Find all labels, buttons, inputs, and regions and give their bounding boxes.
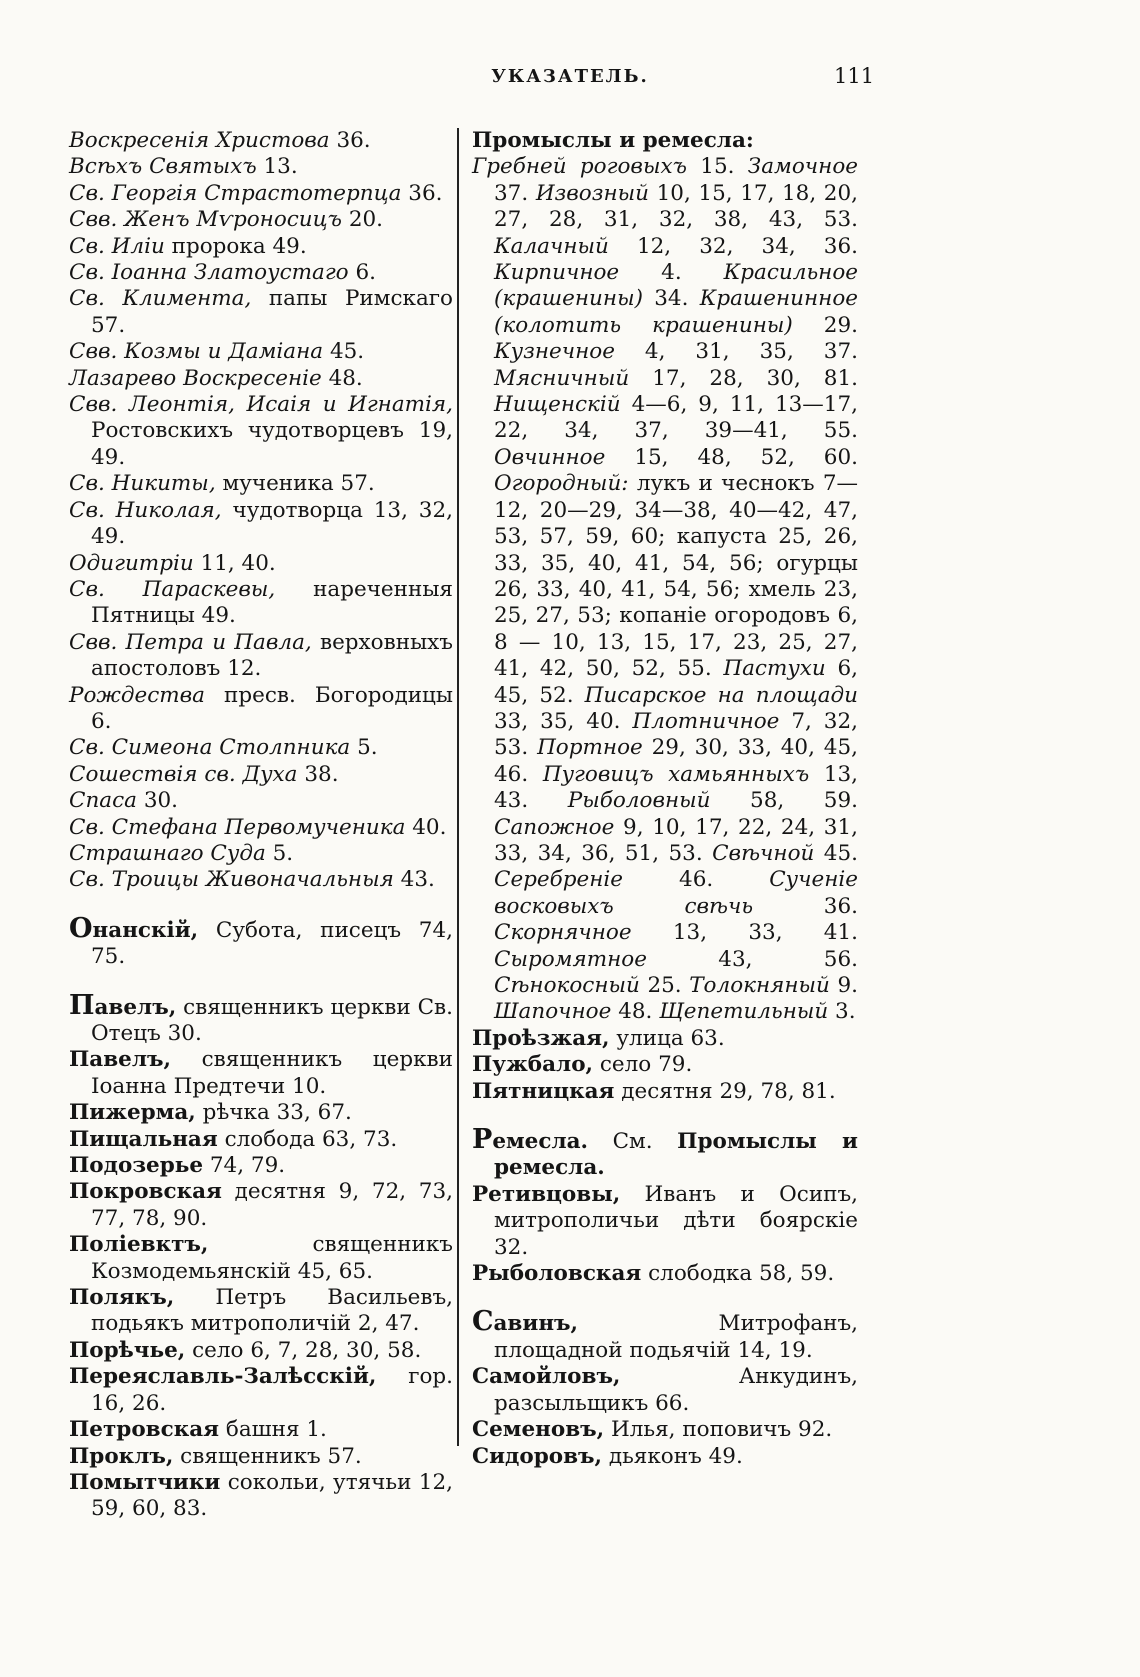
entry-text: улица 63. — [609, 1025, 725, 1051]
index-entry — [69, 683, 453, 736]
entry-italic: Св. Іоанна Златоустаго — [69, 260, 349, 286]
index-entry — [69, 154, 453, 180]
entry-text: нареченныя Пятницы 49. — [91, 576, 453, 629]
entry-text: 5. — [265, 840, 294, 866]
entry-text: папы Римскаго 57. — [91, 286, 453, 338]
index-entry — [69, 286, 453, 339]
index-entry — [69, 234, 453, 260]
entry-headword: Сидоровъ, — [472, 1443, 603, 1469]
entry-text: 6. — [348, 260, 376, 286]
entry-text: пророка 49. — [164, 233, 307, 259]
entry-italic: Свв. Петра и Павла, — [69, 629, 312, 655]
entry-text: 10, 15, 17, 18, 20, 27, 28, 31, 32, 38, 43, 53. — [494, 180, 858, 233]
index-entry — [69, 128, 453, 154]
entry-headword: Промыслы и ремесла. — [494, 1129, 858, 1181]
entry-italic: Спаса — [69, 788, 137, 814]
entry-text: 43. — [393, 867, 435, 893]
entry-italic: Сѣнокосный — [494, 973, 640, 998]
entry-text: 36. — [329, 128, 371, 153]
entry-italic: Рыболовный — [567, 788, 711, 814]
entry-text: 38. — [297, 761, 339, 787]
entry-text: пресв. Богородицы 6. — [91, 682, 453, 734]
index-entry — [69, 630, 453, 683]
entry-headword: Подозерье — [69, 1153, 204, 1179]
entry-text: Иванъ и Осипъ, митрополичьи дѣти боярскіе 32. — [494, 1181, 858, 1260]
entry-text: 12, 32, 34, 36. — [608, 233, 858, 259]
entry-italic: Св. Георгія Страстотерпца — [69, 180, 402, 206]
entry-italic: Крашенинное (колотить крашенины) — [494, 286, 858, 338]
entry-italic: Гребней роговыхъ — [472, 154, 687, 180]
entry-text: Митрофанъ, площадной подьячій 14, 19. — [494, 1311, 858, 1363]
entry-italic: Свв. Женъ Мѵроносицъ — [69, 207, 342, 233]
entry-headword: Пужбало, — [472, 1052, 594, 1078]
entry-italic: Шапочное — [494, 999, 612, 1025]
index-entry — [472, 1261, 858, 1287]
entry-text: 4—6, 9, 11, 13—17, 22, 34, 37, 39—41, 55. — [494, 392, 858, 444]
section-initial: О — [69, 912, 93, 944]
index-entry — [472, 128, 858, 154]
index-entry — [69, 735, 453, 761]
entry-text: слободка 58, 59. — [641, 1261, 835, 1287]
entry-text: Илья, поповичъ 92. — [604, 1417, 833, 1443]
entry-text: священникъ церкви Св. Отецъ 30. — [91, 994, 453, 1046]
entry-text: десятня 29, 78, 81. — [614, 1078, 836, 1104]
entry-text: 46. — [623, 867, 770, 893]
entry-text: лукъ и чеснокъ 7—12, 20—29, 34—38, 40—42, 47, 53, 57, 59, 60; капуста 25, 26, 33, 35, 40, 41, 54, 56; огурцы 26, 33, 40, 41, 54, 56; хмель 23, 25, 27, 53; копаніе огородовъ 6, 8 — 10, 13, 15, 17, 23, 25, 27, 41, 42, 50, 52, 55. — [494, 471, 858, 682]
entry-text: 48. — [321, 365, 363, 391]
entry-italic: Нищенскій — [494, 392, 621, 418]
entry-headword: Помытчики — [69, 1469, 221, 1495]
entry-text: Анкудинъ, разсыльщикъ 66. — [494, 1364, 858, 1416]
index-entry — [69, 498, 453, 551]
entry-italic: Огородный: — [494, 471, 629, 497]
index-entry — [69, 989, 453, 1048]
index-entry — [69, 577, 453, 630]
index-entry — [69, 1100, 453, 1126]
entry-text: дьяконъ 49. — [602, 1443, 743, 1469]
entry-italic: Св. Иліи — [69, 233, 165, 259]
entry-italic: Лазарево Воскресеніе — [69, 365, 322, 391]
index-entry — [69, 471, 453, 497]
entry-italic: Замочное — [747, 154, 858, 180]
index-entry — [69, 1153, 453, 1179]
entry-text: 36. — [401, 180, 443, 206]
entry-headword: Промыслы и ремесла: — [472, 128, 754, 153]
entry-headword: Переяславль-Залѣсскій, — [69, 1364, 377, 1390]
entry-italic: Св. Стефана Первомученика — [69, 814, 406, 840]
entry-italic: Свв. Леонтія, Исаія и Игнатія, — [69, 392, 453, 418]
entry-italic: Св. Симеона Столпника — [69, 735, 351, 761]
entry-text: 36. — [753, 893, 859, 919]
entry-text: 3. — [828, 999, 856, 1025]
entry-text: 7, 32, 53. — [494, 708, 858, 761]
entry-headword: Поліевктъ, — [69, 1232, 209, 1258]
entry-italic: Рождества — [69, 682, 205, 708]
entry-italic: Калачный — [494, 233, 609, 259]
index-entry — [472, 1444, 858, 1470]
index-entry — [472, 1124, 858, 1182]
entry-italic: Толокняный — [689, 973, 830, 998]
entry-italic: Овчинное — [494, 444, 606, 470]
entry-italic: Сошествія св. Духа — [69, 761, 298, 787]
entry-text: 29. — [792, 312, 859, 338]
section-gap — [69, 894, 453, 916]
index-entry — [69, 867, 453, 893]
entry-headword: авинъ, — [493, 1311, 579, 1337]
entry-text: сокольи, утячьи 12, 59, 60, 83. — [91, 1469, 453, 1522]
entry-italic: Мясничный — [494, 365, 630, 391]
entry-text: 34. — [642, 286, 700, 312]
entry-text: гор. 16, 26. — [91, 1364, 453, 1416]
entry-text: башня 1. — [219, 1417, 327, 1443]
index-entry — [69, 392, 453, 471]
index-entry — [472, 1182, 858, 1261]
entry-text: село 79. — [593, 1052, 693, 1078]
entry-headword: Пижерма, — [69, 1100, 196, 1126]
entry-text: верховныхъ апостоловъ 12. — [91, 629, 453, 682]
entry-headword: Павелъ, — [69, 1047, 171, 1073]
entry-text: 9. — [829, 973, 858, 998]
entry-text: священникъ Козмодемьянскій 45, 65. — [91, 1232, 453, 1284]
entry-italic: Страшнаго Суда — [69, 840, 266, 866]
entry-italic: Св. Климента, — [69, 286, 252, 312]
entry-text: 45. — [814, 840, 858, 866]
entry-italic: Одигитріи — [69, 550, 194, 576]
entry-text: 13. — [256, 154, 298, 180]
index-entry — [69, 788, 453, 814]
entry-text: 20. — [341, 207, 384, 233]
index-entry — [69, 1444, 453, 1470]
entry-headword: Пятницкая — [472, 1078, 615, 1104]
entry-text: 48. — [611, 999, 660, 1025]
entry-italic: Св. Троицы Живоначальныя — [69, 867, 394, 893]
entry-italic: Свѣчной — [712, 840, 815, 866]
index-column-left — [69, 128, 453, 1523]
entry-headword: Полякъ, — [69, 1285, 175, 1311]
entry-text: 11, 40. — [193, 550, 276, 576]
entry-headword: Ретивцовы, — [472, 1181, 621, 1207]
entry-text: 37. — [494, 180, 536, 206]
entry-text: село 6, 7, 28, 30, 58. — [185, 1337, 422, 1363]
index-entry — [472, 1306, 858, 1364]
entry-text: 4, 31, 35, 37. — [614, 339, 858, 365]
entry-italic: Кузнечное — [494, 339, 615, 365]
section-gap — [69, 971, 453, 993]
entry-italic: Св. Никиты, — [69, 471, 216, 497]
entry-italic: Скорнячное — [494, 920, 632, 946]
entry-text: 29, 30, 33, 40, 45, 46. — [494, 735, 858, 787]
index-entry — [472, 1026, 858, 1052]
entry-text: 5. — [350, 735, 378, 761]
index-entry — [69, 181, 453, 207]
entry-headword: Рыболовская — [472, 1261, 642, 1287]
column-divider — [457, 128, 459, 1446]
entry-text: мученика 57. — [215, 471, 375, 497]
entry-italic: Красильное (крашенины) — [494, 260, 858, 312]
entry-text: священникъ церкви Іоанна Предтечи 10. — [91, 1047, 453, 1099]
entry-italic: Серебреніе — [494, 867, 624, 893]
entry-headword: Петровская — [69, 1417, 220, 1443]
index-entry — [69, 1179, 453, 1232]
entry-italic: Плотничное — [632, 708, 780, 734]
entry-text: 30. — [136, 788, 179, 814]
index-entry — [472, 1079, 858, 1105]
entry-italic: Сапожное — [494, 814, 615, 840]
index-entry — [69, 1364, 453, 1417]
index-entry — [69, 1127, 453, 1153]
index-entry — [69, 551, 453, 577]
index-entry — [69, 1470, 453, 1523]
entry-text: 13, 33, 41. — [631, 920, 858, 946]
entry-text: 74, 79. — [203, 1153, 286, 1179]
entry-italic: Сученіе восковыхъ свѣчь — [494, 867, 858, 919]
index-column-right — [472, 128, 858, 1470]
entry-text: рѣчка 33, 67. — [195, 1100, 352, 1126]
index-entry — [472, 1364, 858, 1417]
entry-text: 25. — [639, 973, 690, 998]
entry-text: 17, 28, 30, 81. — [629, 365, 858, 391]
index-entry — [69, 339, 453, 365]
index-entry — [69, 1232, 453, 1285]
entry-headword: нанскій, — [92, 917, 199, 943]
entry-text: 9, 10, 17, 22, 24, 31, 33, 34, 36, 51, 53. — [494, 814, 858, 866]
entry-headword: Проѣзжая, — [472, 1025, 610, 1051]
entry-italic: Портное — [537, 735, 643, 761]
entry-text: См. — [588, 1129, 678, 1155]
section-initial: П — [69, 989, 95, 1021]
index-entry — [69, 1285, 453, 1338]
page-header — [0, 66, 1140, 96]
entry-headword: Семеновъ, — [472, 1417, 605, 1443]
running-title: УКАЗАТЕЛЬ. — [491, 66, 649, 87]
entry-italic: Сыромятное — [494, 946, 647, 972]
entry-headword: Пищальная — [69, 1126, 218, 1152]
entry-italic: Св. Николая, — [69, 497, 222, 523]
entry-italic: Кирпичное — [494, 260, 620, 286]
section-gap — [472, 1287, 858, 1309]
section-initial: С — [472, 1306, 494, 1338]
entry-text: 40. — [405, 814, 447, 840]
entry-text: священникъ 57. — [173, 1443, 362, 1469]
index-entry — [69, 1338, 453, 1364]
entry-headword: емесла. — [492, 1129, 589, 1155]
entry-text: 4. — [619, 260, 724, 286]
entry-italic: Писарское на площади — [584, 682, 858, 708]
index-entry — [69, 1417, 453, 1443]
index-entry — [69, 1047, 453, 1100]
entry-text: Субота, писецъ 74, 75. — [91, 917, 453, 970]
section-initial: Р — [472, 1124, 493, 1156]
entry-italic: Щепетильный — [659, 999, 829, 1025]
entry-headword: Самойловъ, — [472, 1364, 621, 1390]
entry-text: 45. — [323, 339, 365, 365]
index-entry — [472, 1417, 858, 1443]
index-entry — [69, 762, 453, 788]
index-entry — [69, 366, 453, 392]
index-entry — [69, 815, 453, 841]
entry-text: 58, 59. — [710, 788, 858, 814]
entry-text: 15. — [686, 154, 748, 180]
entry-text: слобода 63, 73. — [217, 1126, 398, 1152]
entry-italic: Пуговицъ хамьянныхъ — [542, 761, 810, 787]
entry-italic: Извозный — [535, 180, 649, 206]
entry-headword: авелъ, — [94, 994, 177, 1020]
index-entry — [472, 1052, 858, 1078]
entry-italic: Свв. Козмы и Даміана — [69, 339, 324, 365]
index-entry — [472, 154, 858, 1025]
entry-text: Петръ Васильевъ, подьякъ митрополичій 2, 47. — [91, 1285, 453, 1337]
entry-italic: Воскресенія Христова — [69, 128, 330, 153]
entry-text: чудотворца 13, 32, 49. — [91, 497, 453, 550]
entry-italic: Св. Параскевы, — [69, 576, 276, 602]
entry-headword: Порѣчье, — [69, 1337, 186, 1363]
index-entry — [69, 260, 453, 286]
section-gap — [472, 1105, 858, 1127]
index-entry — [69, 841, 453, 867]
entry-text: 13, 43. — [494, 761, 859, 814]
entry-text: 43, 56. — [646, 946, 858, 972]
entry-text: 6, 45, 52. — [494, 656, 858, 708]
entry-text: Ростовскихъ чудотворцевъ 19, 49. — [91, 418, 453, 470]
entry-italic: Пастухи — [723, 656, 826, 682]
entry-text: 33, 35, 40. — [494, 708, 633, 734]
page-number: 111 — [834, 64, 875, 88]
entry-headword: Проклъ, — [69, 1443, 174, 1469]
entry-headword: Покровская — [69, 1179, 222, 1205]
entry-text: десятня 9, 72, 73, 77, 78, 90. — [91, 1179, 453, 1231]
entry-italic: Всѣхъ Святыхъ — [69, 154, 257, 180]
index-entry — [69, 912, 453, 971]
index-entry — [69, 207, 453, 233]
entry-text: 15, 48, 52, 60. — [605, 444, 858, 470]
